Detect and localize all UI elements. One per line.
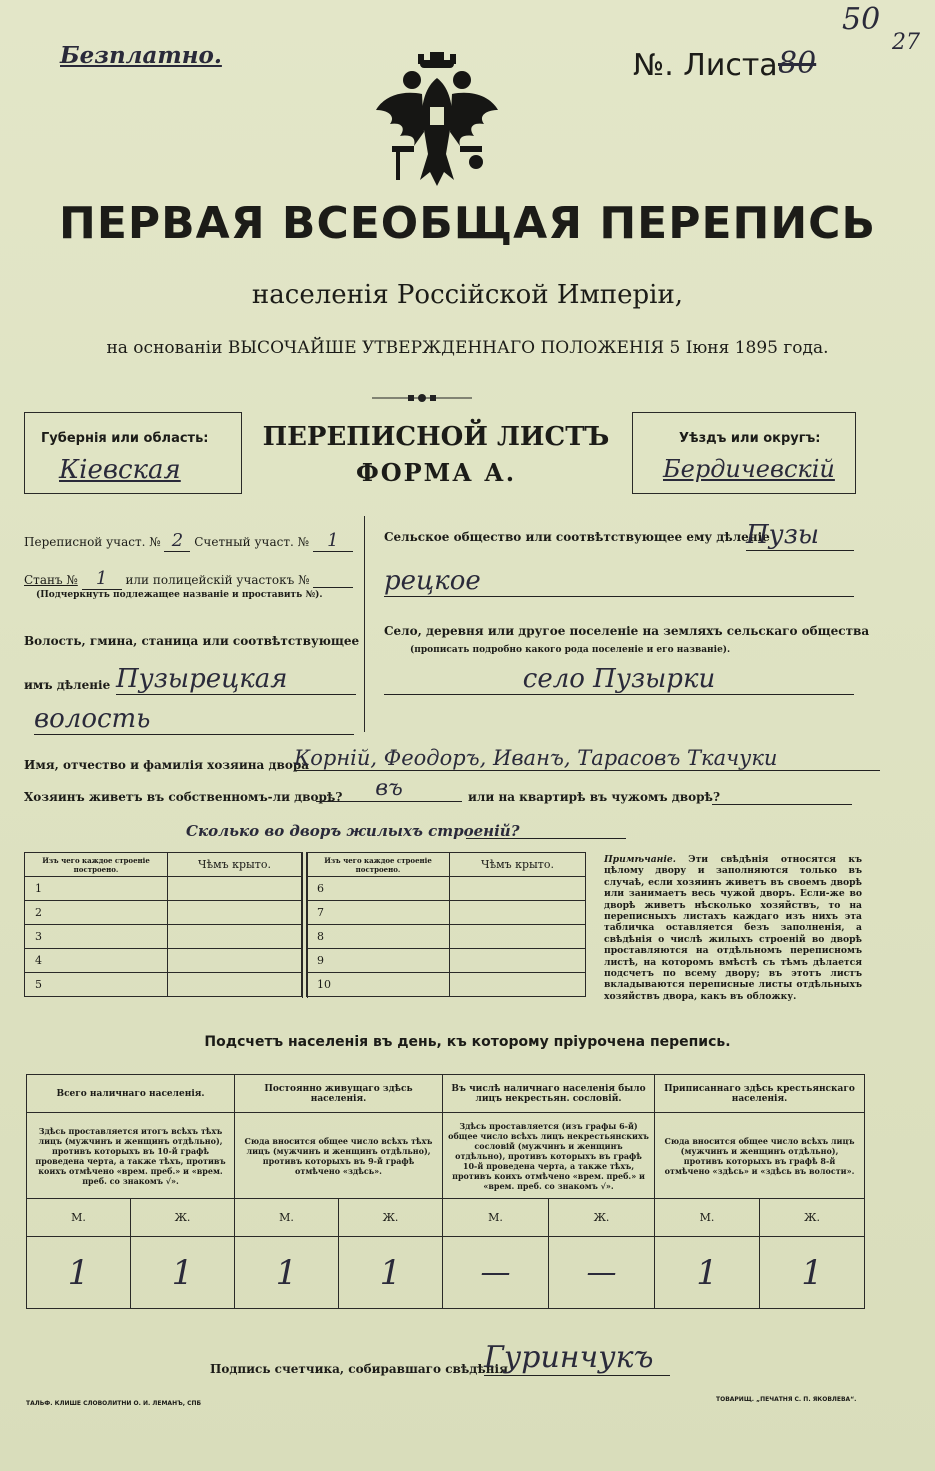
building-row-number: 8 <box>307 925 450 949</box>
stan-field <box>24 568 353 590</box>
count-desc-permanent: Сюда вносится общее число всѣхъ тѣхъ лицъ (мужчинъ и женщинъ отдѣльно), противъ которыхъ въ 9-й графѣ отмѣчено «здѣсь». <box>235 1113 443 1199</box>
printer-right: ТОВАРИЩ. „ПЕЧАТНЯ С. П. ЯКОВЛЕВА“. <box>716 1396 857 1403</box>
count-peasant-zh: 1 <box>760 1237 865 1309</box>
society-label: Сельское общество или соотвѣтствующее ему дѣленіе <box>384 530 770 544</box>
buildings-col-roof: Чѣмъ крыто. <box>450 853 586 877</box>
col-m-label: М. <box>443 1199 549 1237</box>
own-yard-label: Хозяинъ живетъ въ собственномъ-ли дворѣ? <box>24 790 343 804</box>
count-title: Подсчетъ населенія въ день, къ которому пріурочена перепись. <box>204 1034 731 1050</box>
building-roof-cell <box>168 901 302 925</box>
uezd-box <box>632 412 856 494</box>
buildings-col-material: Изъ чего каждое строеніе построено. <box>25 853 168 877</box>
buildings-col-roof: Чѣмъ крыто. <box>168 853 302 877</box>
free-label: Безплатно. <box>60 42 222 69</box>
building-roof-cell <box>168 949 302 973</box>
count-head-non-peasant: Въ числѣ наличнаго населенія было лицъ некрестьян. сословій. <box>443 1075 655 1113</box>
uchastok-field <box>24 530 353 552</box>
buildings-value-line <box>466 838 626 839</box>
volost-label: Волость, гмина, станица или соотвѣтствующее <box>24 634 360 648</box>
sheet-number-value: 80 <box>778 46 817 81</box>
stan-value: 1 <box>82 568 122 590</box>
count-non-peasant-m: — <box>443 1237 549 1309</box>
building-roof-cell <box>168 877 302 901</box>
building-roof-cell <box>450 973 586 997</box>
field-divider <box>364 516 365 732</box>
owner-name-value: Корній, Феодоръ, Иванъ, Тарасовъ Ткачуки <box>294 746 880 771</box>
count-permanent-m: 1 <box>235 1237 339 1309</box>
building-roof-cell <box>168 973 302 997</box>
society-value: Пузы <box>746 520 854 551</box>
guberniya-value: Кіевская <box>59 455 181 485</box>
form-subtitle: ФОРМА А. <box>355 458 517 487</box>
building-roof-cell <box>450 925 586 949</box>
volost-value: Пузырецкая <box>116 664 356 695</box>
col-zh-label: Ж. <box>549 1199 655 1237</box>
ornament-divider-icon <box>372 392 472 404</box>
count-desc-total: Здѣсь проставляется итогъ всѣхъ тѣхъ лицъ (мужчинъ и женщинъ отдѣльно), противъ которыхъ въ 10-й графѣ проведена черта, а также тѣхъ, противъ коихъ отмѣчено «врем. преб.» и «врем. преб. со знакомъ √». <box>27 1113 235 1199</box>
col-zh-label: Ж. <box>760 1199 865 1237</box>
col-m-label: М. <box>235 1199 339 1237</box>
form-title-box <box>240 412 632 492</box>
population-count-table <box>26 1074 865 1309</box>
village-value: село Пузырки <box>384 664 854 695</box>
count-total-m: 1 <box>27 1237 131 1309</box>
police-label: или полицейскій участокъ № <box>125 573 310 587</box>
count-permanent-zh: 1 <box>339 1237 443 1309</box>
form-title: ПЕРЕПИСНОЙ ЛИСТЪ <box>262 422 610 452</box>
building-row-number: 2 <box>25 901 168 925</box>
note-text: Эти свѣдѣнія относятся къ цѣлому двору и заполняются только въ случаѣ, если хозяинъ живетъ въ своемъ дворѣ или занимаетъ весь чужой дворъ. Если-же во дворѣ живетъ нѣсколько хозяйствъ, то на переписныхъ листахъ каждаго изъ нихъ эта табличка оставляется безъ заполненія, а свѣдѣнія о числѣ жилыхъ строеній во дворѣ проставляются на отдѣльномъ переписномъ листѣ, на которомъ вмѣстѣ съ тѣмъ дѣлается подсчетъ по всему двору; въ этотъ листъ вкладываются переписные листы отдѣльныхъ хозяйствъ двора, какъ въ обложку. <box>604 854 862 1002</box>
uezd-label: Уѣздъ или округъ: <box>679 431 821 446</box>
signature-value: Гуринчукъ <box>484 1340 670 1376</box>
buildings-col-material: Изъ чего каждое строеніе построено. <box>307 853 450 877</box>
building-row-number: 5 <box>25 973 168 997</box>
printer-left: ТАЛЬФ. КЛИШЕ СЛОВОЛИТНИ О. И. ЛЕМАНЪ, СПБ <box>26 1400 202 1407</box>
uezd-value: Бердичевскій <box>663 455 835 483</box>
schet-value: 1 <box>313 530 353 552</box>
page-title: ПЕРВАЯ ВСЕОБЩАЯ ПЕРЕПИСЬ <box>59 198 876 249</box>
count-peasant-m: 1 <box>655 1237 760 1309</box>
own-yard-value: въ <box>316 776 462 802</box>
building-roof-cell <box>450 901 586 925</box>
buildings-table-right <box>306 852 586 997</box>
owner-name-label: Имя, отчество и фамилія хозяина двора <box>24 758 309 772</box>
rent-label: или на квартирѣ въ чужомъ дворѣ? <box>468 790 720 804</box>
col-zh-label: Ж. <box>131 1199 235 1237</box>
building-row-number: 10 <box>307 973 450 997</box>
note-lead: Примѣчаніе. <box>604 854 676 865</box>
society-value-2: рецкое <box>384 566 854 597</box>
count-head-permanent: Постоянно живущаго здѣсь населенія. <box>235 1075 443 1113</box>
village-label: Село, деревня или другое поселеніе на земляхъ сельскаго общества <box>384 624 870 638</box>
sheet-number-label: №. Листа <box>633 48 778 83</box>
buildings-table-left <box>24 852 302 997</box>
building-row-number: 3 <box>25 925 168 949</box>
building-row-number: 7 <box>307 901 450 925</box>
volost-value-2: волость <box>34 704 354 735</box>
rent-value-line <box>712 804 852 805</box>
count-non-peasant-zh: — <box>549 1237 655 1309</box>
count-total-zh: 1 <box>131 1237 235 1309</box>
uchastok-label: Переписной участ. № <box>24 535 161 549</box>
signature-label: Подпись счетчика, собиравшаго свѣдѣнія <box>210 1362 508 1376</box>
corner-mark-2: 27 <box>892 30 920 55</box>
building-row-number: 6 <box>307 877 450 901</box>
count-head-total: Всего наличнаго населенія. <box>27 1075 235 1113</box>
uchastok-value: 2 <box>164 530 190 552</box>
volost-label-2: имъ дѣленіе <box>24 678 111 692</box>
schet-label: Счетный участ. № <box>194 535 309 549</box>
buildings-label: Сколько во дворъ жилыхъ строеній? <box>186 822 520 840</box>
building-roof-cell <box>168 925 302 949</box>
col-m-label: М. <box>27 1199 131 1237</box>
page-subtitle: населенія Россійской Имперіи, <box>251 280 684 310</box>
police-value-line <box>313 573 353 588</box>
village-note: (прописать подробно какого рода поселеніе и его названіе). <box>410 645 731 655</box>
imperial-eagle-icon <box>372 50 502 196</box>
count-head-peasant: Приписаннаго здѣсь крестьянскаго населенія. <box>655 1075 865 1113</box>
count-desc-peasant: Сюда вносится общее число всѣхъ лицъ (мужчинъ и женщинъ отдѣльно), противъ которыхъ въ графѣ 8-й отмѣчено «здѣсь» и «здѣсь въ волости». <box>655 1113 865 1199</box>
building-row-number: 4 <box>25 949 168 973</box>
stan-label: Станъ № <box>24 573 78 587</box>
building-roof-cell <box>450 949 586 973</box>
note-block <box>604 854 862 1002</box>
guberniya-label: Губернія или область: <box>41 431 209 446</box>
corner-mark: 50 <box>842 2 881 37</box>
basis-line: на основаніи ВЫСОЧАЙШЕ УТВЕРЖДЕННАГО ПОЛОЖЕНІЯ 5 Іюня 1895 года. <box>106 338 829 358</box>
guberniya-box <box>24 412 242 494</box>
count-desc-non-peasant: Здѣсь проставляется (изъ графы 6-й) общее число всѣхъ лицъ некрестьянскихъ сословій (мужчинъ и женщинъ отдѣльно), противъ которыхъ въ графѣ 10-й проведена черта, а также тѣхъ, противъ коихъ отмѣчено «врем. преб.» и «врем. преб. со знакомъ √». <box>443 1113 655 1199</box>
building-row-number: 1 <box>25 877 168 901</box>
police-note: (Подчеркнуть подлежащее названіе и проставить №). <box>36 590 323 600</box>
building-row-number: 9 <box>307 949 450 973</box>
building-roof-cell <box>450 877 586 901</box>
col-zh-label: Ж. <box>339 1199 443 1237</box>
col-m-label: М. <box>655 1199 760 1237</box>
